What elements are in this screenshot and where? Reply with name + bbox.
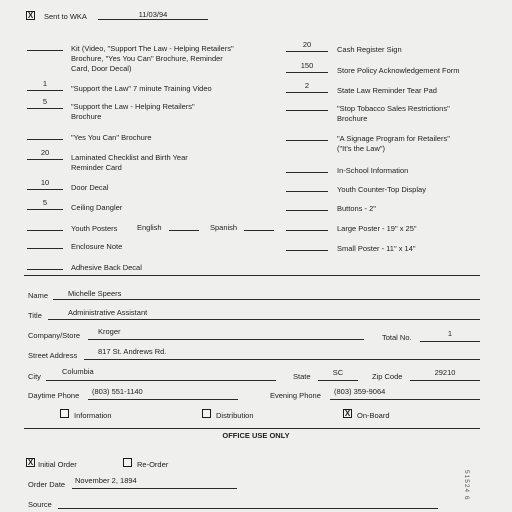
sent-date-line <box>98 19 208 20</box>
office-divider <box>24 428 480 429</box>
youth-posters-spanish-label: Spanish <box>210 223 238 232</box>
reorder-checkbox[interactable] <box>123 458 132 467</box>
qty-value[interactable]: 10 <box>40 178 50 187</box>
item-label: State Law Reminder Tear Pad <box>337 86 437 95</box>
qty-line <box>286 210 328 211</box>
total-value[interactable]: 1 <box>447 329 453 338</box>
initial-order-checkbox[interactable] <box>26 458 35 467</box>
title-value[interactable]: Administrative Assistant <box>68 308 148 317</box>
spanish-qty-line[interactable] <box>244 230 274 231</box>
item-label: Door Decal <box>71 183 109 192</box>
city-label: City <box>28 372 41 381</box>
checkbox-mark: X <box>27 458 34 467</box>
item-label: Laminated Checklist and Birth Year Reminder Card <box>71 153 188 172</box>
item-label: Cash Register Sign <box>337 45 402 54</box>
qty-line <box>27 230 63 231</box>
zip-line <box>410 380 480 381</box>
item-label: Large Poster - 19" x 25" <box>337 224 417 233</box>
title-label: Title <box>28 311 42 320</box>
qty-value[interactable]: 150 <box>300 61 314 70</box>
qty-line <box>27 108 63 109</box>
item-label: Enclosure Note <box>71 242 123 251</box>
on-board-label: On-Board <box>357 411 390 420</box>
item-label: Kit (Video, "Support The Law - Helping Retailers" Brochure, "Yes You Can" Brochure, Reminder Card, Door Decal) <box>71 44 234 73</box>
qty-line <box>27 248 63 249</box>
evening-phone-value[interactable]: (803) 359-9064 <box>334 387 386 396</box>
information-checkbox[interactable] <box>60 409 69 418</box>
youth-posters-english-label: English <box>137 223 162 232</box>
qty-value[interactable]: 20 <box>40 148 50 157</box>
qty-line <box>286 110 328 111</box>
qty-line <box>286 191 328 192</box>
qty-line <box>286 72 328 73</box>
street-value[interactable]: 817 St. Andrews Rd. <box>98 347 167 356</box>
qty-line <box>286 172 328 173</box>
qty-line <box>27 139 63 140</box>
qty-value[interactable]: 1 <box>42 79 48 88</box>
city-value[interactable]: Columbia <box>62 367 94 376</box>
distribution-checkbox[interactable] <box>202 409 211 418</box>
office-use-heading: OFFICE USE ONLY <box>222 431 290 440</box>
qty-value[interactable]: 5 <box>42 97 48 106</box>
qty-line <box>286 51 328 52</box>
item-label: Buttons - 2" <box>337 204 376 213</box>
city-line <box>46 380 276 381</box>
order-date-value[interactable]: November 2, 1894 <box>75 476 137 485</box>
sent-to-wka-checkbox[interactable] <box>26 11 35 20</box>
company-line <box>88 339 364 340</box>
qty-line <box>286 250 328 251</box>
qty-value[interactable]: 2 <box>304 81 310 90</box>
item-label: In-School Information <box>337 166 409 175</box>
state-label: State <box>293 372 311 381</box>
checkbox-mark: X <box>27 11 34 20</box>
item-label: Small Poster - 11" x 14" <box>337 244 416 253</box>
initial-order-label: Initial Order <box>38 460 77 469</box>
qty-value[interactable]: 20 <box>302 40 312 49</box>
name-line <box>53 299 480 300</box>
english-qty-line[interactable] <box>169 230 199 231</box>
qty-line <box>286 230 328 231</box>
daytime-phone-value[interactable]: (803) 551-1140 <box>92 387 143 396</box>
total-label: Total No. <box>382 333 412 342</box>
qty-line <box>27 50 63 51</box>
sent-date-value[interactable]: 11/03/94 <box>138 10 168 19</box>
information-label: Information <box>74 411 112 420</box>
item-label: "Support the Law" 7 minute Training Video <box>71 84 212 93</box>
title-line <box>48 319 480 320</box>
reorder-label: Re-Order <box>137 460 169 469</box>
evening-phone-label: Evening Phone <box>270 391 321 400</box>
order-date-line <box>72 488 237 489</box>
total-line <box>420 341 480 342</box>
item-label: Adhesive Back Decal <box>71 263 142 272</box>
company-value[interactable]: Kroger <box>98 327 121 336</box>
on-board-checkbox[interactable] <box>343 409 352 418</box>
qty-line <box>27 269 63 270</box>
state-value[interactable]: SC <box>332 368 344 377</box>
street-line <box>84 359 480 360</box>
source-line[interactable] <box>58 508 438 509</box>
qty-line <box>27 209 63 210</box>
name-label: Name <box>28 291 49 300</box>
name-value[interactable]: Michelle Speers <box>68 289 122 298</box>
daytime-phone-label: Daytime Phone <box>28 391 80 400</box>
order-date-label: Order Date <box>28 480 66 489</box>
company-label: Company/Store <box>28 331 81 340</box>
item-label: Store Policy Acknowledgement Form <box>337 66 460 75</box>
checkbox-mark: X <box>344 409 351 418</box>
daytime-phone-line <box>88 399 238 400</box>
qty-line <box>27 189 63 190</box>
street-label: Street Address <box>28 351 78 360</box>
qty-line <box>286 92 328 93</box>
zip-value[interactable]: 29210 <box>434 368 456 377</box>
item-label: Ceiling Dangler <box>71 203 123 212</box>
qty-line <box>27 90 63 91</box>
state-line <box>318 380 358 381</box>
item-label: Youth Counter-Top Display <box>337 185 426 194</box>
sent-to-wka-label: Sent to WKA <box>44 12 87 21</box>
qty-line <box>286 140 328 141</box>
distribution-label: Distribution <box>216 411 254 420</box>
item-label: Youth Posters <box>71 224 118 233</box>
evening-phone-line <box>330 399 480 400</box>
document-id-stamp: 51524 6 <box>463 470 470 501</box>
item-label: "A Signage Program for Retailers" ("It's the Law") <box>337 134 450 153</box>
section-divider <box>24 275 480 276</box>
item-label: "Support the Law - Helping Retailers" Brochure <box>71 102 195 121</box>
item-label: "Yes You Can" Brochure <box>71 133 152 142</box>
qty-value[interactable]: 5 <box>42 198 48 207</box>
qty-line <box>27 159 63 160</box>
source-label: Source <box>28 500 52 509</box>
item-label: "Stop Tobacco Sales Restrictions" Brochure <box>337 104 450 123</box>
zip-label: Zip Code <box>372 372 403 381</box>
